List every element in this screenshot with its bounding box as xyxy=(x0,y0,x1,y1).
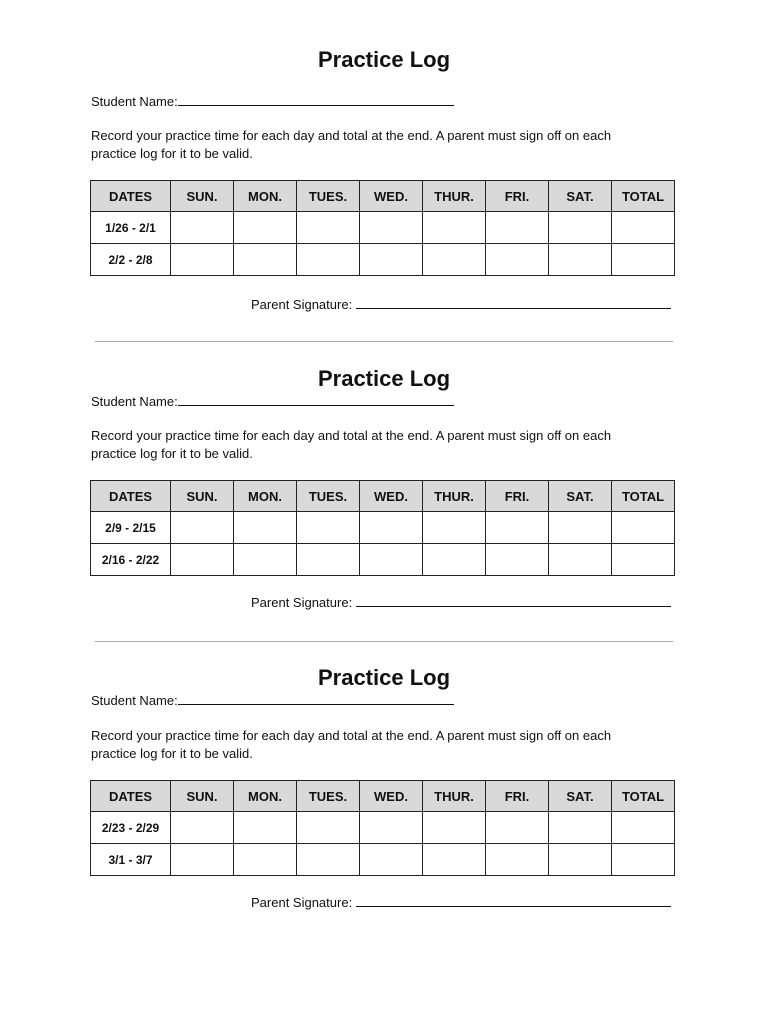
header-wed: WED. xyxy=(360,481,423,512)
total-cell[interactable] xyxy=(612,512,675,544)
table-header-row xyxy=(91,781,675,812)
practice-cell[interactable] xyxy=(549,212,612,244)
practice-cell[interactable] xyxy=(297,812,360,844)
instructions-line-2: practice log for it to be valid. xyxy=(91,146,253,161)
practice-cell[interactable] xyxy=(549,544,612,576)
date-range-cell: 2/23 - 2/29 xyxy=(91,812,171,844)
practice-cell[interactable] xyxy=(234,844,297,876)
header-total: TOTAL xyxy=(612,781,675,812)
practice-cell[interactable] xyxy=(171,212,234,244)
practice-cell[interactable] xyxy=(423,844,486,876)
practice-table xyxy=(90,780,675,876)
practice-cell[interactable] xyxy=(423,212,486,244)
table-row xyxy=(91,544,675,576)
practice-cell[interactable] xyxy=(486,512,549,544)
practice-cell[interactable] xyxy=(486,544,549,576)
table-row xyxy=(91,244,675,276)
practice-cell[interactable] xyxy=(423,544,486,576)
practice-table xyxy=(90,180,675,276)
practice-cell[interactable] xyxy=(549,844,612,876)
practice-table xyxy=(90,480,675,576)
student-name-label: Student Name: xyxy=(91,94,178,109)
header-dates: DATES xyxy=(91,481,171,512)
total-cell[interactable] xyxy=(612,844,675,876)
date-range-cell: 2/9 - 2/15 xyxy=(91,512,171,544)
total-cell[interactable] xyxy=(612,544,675,576)
table-header-row xyxy=(91,481,675,512)
table-header-row xyxy=(91,181,675,212)
table-row xyxy=(91,512,675,544)
header-tues: TUES. xyxy=(297,181,360,212)
practice-cell[interactable] xyxy=(360,812,423,844)
practice-cell[interactable] xyxy=(171,544,234,576)
practice-cell[interactable] xyxy=(486,244,549,276)
header-sat: SAT. xyxy=(549,781,612,812)
practice-cell[interactable] xyxy=(486,812,549,844)
parent-signature-label: Parent Signature: xyxy=(251,895,353,910)
header-dates: DATES xyxy=(91,781,171,812)
header-wed: WED. xyxy=(360,181,423,212)
parent-signature-label: Parent Signature: xyxy=(251,595,353,610)
section-divider xyxy=(95,341,673,342)
practice-cell[interactable] xyxy=(423,244,486,276)
log-title: Practice Log xyxy=(317,366,451,391)
practice-cell[interactable] xyxy=(423,812,486,844)
parent-signature-field[interactable] xyxy=(356,894,671,907)
header-sun: SUN. xyxy=(171,181,234,212)
header-thur: THUR. xyxy=(423,481,486,512)
header-sat: SAT. xyxy=(549,181,612,212)
instructions xyxy=(91,427,681,463)
practice-cell[interactable] xyxy=(297,544,360,576)
total-cell[interactable] xyxy=(612,812,675,844)
practice-cell[interactable] xyxy=(549,512,612,544)
practice-cell[interactable] xyxy=(297,844,360,876)
header-sat: SAT. xyxy=(549,481,612,512)
practice-cell[interactable] xyxy=(486,844,549,876)
practice-cell[interactable] xyxy=(360,844,423,876)
header-sun: SUN. xyxy=(171,481,234,512)
header-mon: MON. xyxy=(234,781,297,812)
student-name-field[interactable] xyxy=(178,393,454,406)
parent-signature-line xyxy=(251,894,671,910)
instructions-line-1: Record your practice time for each day and total at the end. A parent must sign off on each xyxy=(91,428,612,443)
table-row xyxy=(91,812,675,844)
practice-cell[interactable] xyxy=(234,212,297,244)
date-range-cell: 2/2 - 2/8 xyxy=(91,244,171,276)
parent-signature-line xyxy=(251,296,671,312)
student-name-line xyxy=(91,93,454,109)
parent-signature-field[interactable] xyxy=(356,296,671,309)
header-tues: TUES. xyxy=(297,481,360,512)
practice-cell[interactable] xyxy=(297,244,360,276)
student-name-field[interactable] xyxy=(178,692,454,705)
practice-cell[interactable] xyxy=(297,212,360,244)
date-range-cell: 3/1 - 3/7 xyxy=(91,844,171,876)
practice-cell[interactable] xyxy=(360,212,423,244)
header-total: TOTAL xyxy=(612,181,675,212)
date-range-cell: 2/16 - 2/22 xyxy=(91,544,171,576)
date-range-cell: 1/26 - 2/1 xyxy=(91,212,171,244)
practice-cell[interactable] xyxy=(234,812,297,844)
instructions xyxy=(91,127,681,163)
table-row xyxy=(91,212,675,244)
student-name-line xyxy=(91,393,454,409)
table-row xyxy=(91,844,675,876)
practice-cell[interactable] xyxy=(171,244,234,276)
header-fri: FRI. xyxy=(486,181,549,212)
header-fri: FRI. xyxy=(486,481,549,512)
total-cell[interactable] xyxy=(612,244,675,276)
practice-cell[interactable] xyxy=(360,512,423,544)
header-mon: MON. xyxy=(234,481,297,512)
practice-cell[interactable] xyxy=(423,512,486,544)
practice-cell[interactable] xyxy=(171,812,234,844)
section-divider xyxy=(95,641,673,642)
header-mon: MON. xyxy=(234,181,297,212)
header-thur: THUR. xyxy=(423,181,486,212)
practice-cell[interactable] xyxy=(171,512,234,544)
header-wed: WED. xyxy=(360,781,423,812)
header-tues: TUES. xyxy=(297,781,360,812)
practice-cell[interactable] xyxy=(297,512,360,544)
practice-cell[interactable] xyxy=(234,512,297,544)
student-name-label: Student Name: xyxy=(91,394,178,409)
header-thur: THUR. xyxy=(423,781,486,812)
header-total: TOTAL xyxy=(612,481,675,512)
header-fri: FRI. xyxy=(486,781,549,812)
log-title: Practice Log xyxy=(317,47,451,72)
instructions-line-1: Record your practice time for each day and total at the end. A parent must sign off on each xyxy=(91,128,612,143)
instructions-line-2: practice log for it to be valid. xyxy=(91,746,253,761)
practice-cell[interactable] xyxy=(486,212,549,244)
total-cell[interactable] xyxy=(612,212,675,244)
parent-signature-label: Parent Signature: xyxy=(251,297,353,312)
instructions-line-1: Record your practice time for each day and total at the end. A parent must sign off on each xyxy=(91,728,612,743)
practice-cell[interactable] xyxy=(234,244,297,276)
header-dates: DATES xyxy=(91,181,171,212)
student-name-field[interactable] xyxy=(178,93,454,106)
practice-cell[interactable] xyxy=(234,544,297,576)
log-title: Practice Log xyxy=(317,665,451,690)
student-name-label: Student Name: xyxy=(91,693,178,708)
header-sun: SUN. xyxy=(171,781,234,812)
instructions xyxy=(91,727,681,763)
student-name-line xyxy=(91,692,454,708)
practice-cell[interactable] xyxy=(171,844,234,876)
practice-cell[interactable] xyxy=(360,244,423,276)
parent-signature-line xyxy=(251,594,671,610)
practice-cell[interactable] xyxy=(360,544,423,576)
practice-cell[interactable] xyxy=(549,244,612,276)
parent-signature-field[interactable] xyxy=(356,594,671,607)
practice-cell[interactable] xyxy=(549,812,612,844)
instructions-line-2: practice log for it to be valid. xyxy=(91,446,253,461)
